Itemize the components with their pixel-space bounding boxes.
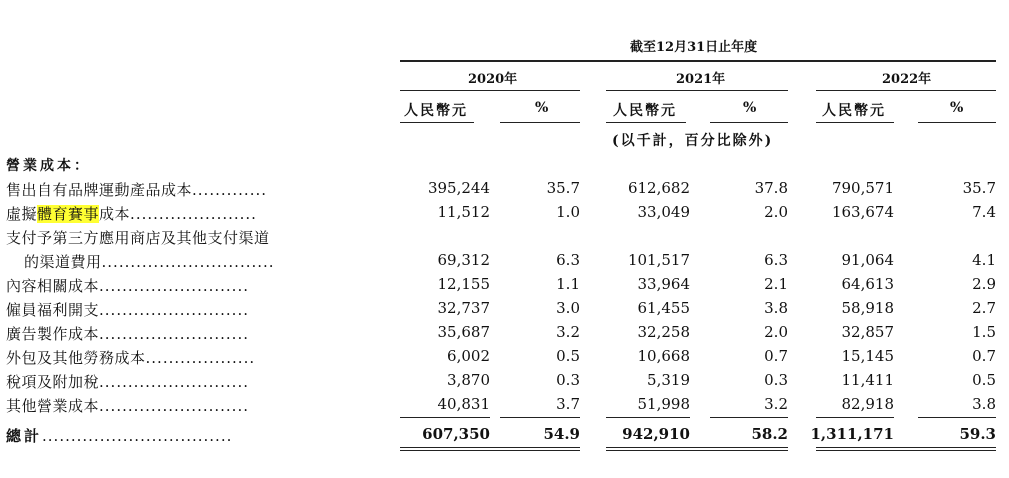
leader-dots: .................................	[42, 427, 233, 445]
period-rule	[400, 60, 996, 62]
cell-value: 2.1	[764, 275, 788, 293]
col-rule-amount-2020	[400, 122, 474, 123]
col-amount-2021: 人民幣元	[613, 103, 677, 119]
total-double-rule-2-2021	[606, 450, 788, 451]
year-2020-header: 2020年	[468, 72, 518, 87]
cell-value: 0.7	[764, 347, 788, 365]
leader-dots: ..........................	[99, 301, 249, 319]
total-value: 54.9	[543, 425, 580, 443]
cell-value: 3.2	[764, 395, 788, 413]
total-value: 607,350	[422, 425, 490, 443]
subtotal-rule-amount-2022	[816, 417, 894, 418]
cell-value: 11,512	[437, 203, 490, 221]
row-label-part: 成本	[99, 205, 131, 223]
cell-value: 3.0	[556, 299, 580, 317]
cell-value: 0.3	[764, 371, 788, 389]
cell-value: 91,064	[841, 251, 894, 269]
subtotal-rule-amount-2021	[606, 417, 690, 418]
cell-value: 3.2	[556, 323, 580, 341]
leader-dots: ..........................	[99, 373, 249, 391]
cell-value: 10,668	[637, 347, 690, 365]
col-pct-2022: %	[950, 100, 964, 116]
cell-value: 395,244	[427, 179, 490, 197]
cell-value: 163,674	[831, 203, 894, 221]
year-2022-rule	[816, 90, 996, 91]
subtotal-rule-pct-2020	[500, 417, 580, 418]
col-pct-2021: %	[743, 100, 757, 116]
row-label-text: 外包及其他勞務成本	[6, 349, 146, 367]
col-pct-2020: %	[535, 100, 549, 116]
cell-value: 1.1	[556, 275, 580, 293]
cell-value: 61,455	[637, 299, 690, 317]
col-rule-pct-2022	[918, 122, 996, 123]
total-double-rule-1-2021	[606, 447, 788, 448]
cell-value: 1.5	[972, 323, 996, 341]
cell-value: 3,870	[447, 371, 490, 389]
row-label-text: 廣告製作成本	[6, 325, 100, 343]
row-label	[6, 395, 249, 416]
total-value: 58.2	[751, 425, 788, 443]
row-label-highlight: 體育賽事	[37, 205, 100, 223]
leader-dots: ......................	[130, 205, 257, 223]
cell-value: 101,517	[627, 251, 690, 269]
cell-value: 2.0	[764, 203, 788, 221]
cell-value: 0.3	[556, 371, 580, 389]
leader-dots: ..........................	[99, 397, 249, 415]
leader-dots: .............	[192, 181, 268, 199]
cell-value: 69,312	[437, 251, 490, 269]
leader-dots: ...................	[145, 349, 256, 367]
subtotal-rule-amount-2020	[400, 417, 490, 418]
cell-value: 6.3	[764, 251, 788, 269]
total-double-rule-2-2020	[400, 450, 580, 451]
cell-value: 1.0	[556, 203, 580, 221]
cell-value: 35,687	[437, 323, 490, 341]
cell-value: 32,737	[437, 299, 490, 317]
period-header: 截至12月31日止年度	[630, 40, 758, 55]
cell-value: 12,155	[437, 275, 490, 293]
cell-value: 2.0	[764, 323, 788, 341]
col-rule-pct-2021	[710, 122, 788, 123]
total-value: 1,311,171	[810, 425, 894, 443]
total-value: 942,910	[622, 425, 690, 443]
cell-value: 2.9	[972, 275, 996, 293]
col-amount-2022: 人民幣元	[822, 103, 886, 119]
subtotal-rule-pct-2021	[710, 417, 788, 418]
row-label-text: 售出自有品牌運動產品成本	[6, 181, 193, 199]
col-amount-2020: 人民幣元	[404, 103, 468, 119]
cell-value: 0.5	[556, 347, 580, 365]
cell-value: 37.8	[754, 179, 788, 197]
row-label	[6, 347, 255, 368]
total-value: 59.3	[959, 425, 996, 443]
row-label-part: 虛擬	[6, 205, 38, 223]
leader-dots: ..........................	[99, 277, 249, 295]
row-label	[6, 203, 257, 224]
row-label-text: 僱員福利開支	[6, 301, 100, 319]
cell-value: 33,049	[637, 203, 690, 221]
row-label	[6, 299, 249, 320]
year-2020-rule	[400, 90, 580, 91]
row-label	[6, 227, 270, 248]
cell-value: 33,964	[637, 275, 690, 293]
cell-value: 32,258	[637, 323, 690, 341]
cell-value: 3.8	[972, 395, 996, 413]
unit-note: (以千計，百分比除外)	[612, 133, 774, 149]
row-label	[6, 323, 249, 344]
cell-value: 35.7	[546, 179, 580, 197]
row-label	[6, 371, 249, 392]
total-double-rule-1-2020	[400, 447, 580, 448]
cell-value: 4.1	[972, 251, 996, 269]
total-label-text: 總計	[6, 427, 43, 445]
cell-value: 6.3	[556, 251, 580, 269]
cell-value: 0.5	[972, 371, 996, 389]
cell-value: 790,571	[831, 179, 894, 197]
cell-value: 7.4	[972, 203, 996, 221]
cell-value: 82,918	[841, 395, 894, 413]
row-label	[24, 251, 275, 272]
row-label-text: 其他營業成本	[6, 397, 100, 415]
row-label-text: 稅項及附加稅	[6, 373, 100, 391]
cell-value: 32,857	[841, 323, 894, 341]
col-rule-pct-2020	[500, 122, 580, 123]
cell-value: 6,002	[447, 347, 490, 365]
subtotal-rule-pct-2022	[918, 417, 996, 418]
col-rule-amount-2021	[606, 122, 686, 123]
cell-value: 40,831	[437, 395, 490, 413]
cell-value: 612,682	[627, 179, 690, 197]
cell-value: 0.7	[972, 347, 996, 365]
cell-value: 11,411	[841, 371, 894, 389]
cell-value: 58,918	[841, 299, 894, 317]
row-label-text: 的渠道費用	[24, 253, 102, 271]
cell-value: 64,613	[841, 275, 894, 293]
row-label	[6, 275, 249, 296]
cell-value: 15,145	[841, 347, 894, 365]
cell-value: 5,319	[647, 371, 690, 389]
total-double-rule-1-2022	[816, 447, 996, 448]
section-title: 營業成本：	[6, 158, 91, 174]
total-label	[6, 425, 232, 446]
row-label	[6, 179, 267, 200]
row-label-text: 內容相關成本	[6, 277, 100, 295]
cell-value: 51,998	[637, 395, 690, 413]
leader-dots: ..............................	[101, 253, 275, 271]
year-2021-header: 2021年	[676, 72, 726, 87]
year-2021-rule	[606, 90, 788, 91]
cell-value: 35.7	[962, 179, 996, 197]
cell-value: 2.7	[972, 299, 996, 317]
cell-value: 3.8	[764, 299, 788, 317]
col-rule-amount-2022	[816, 122, 894, 123]
leader-dots: ..........................	[99, 325, 249, 343]
row-label-text: 支付予第三方應用商店及其他支付渠道	[6, 229, 270, 247]
year-2022-header: 2022年	[882, 72, 932, 87]
cell-value: 3.7	[556, 395, 580, 413]
total-double-rule-2-2022	[816, 450, 996, 451]
